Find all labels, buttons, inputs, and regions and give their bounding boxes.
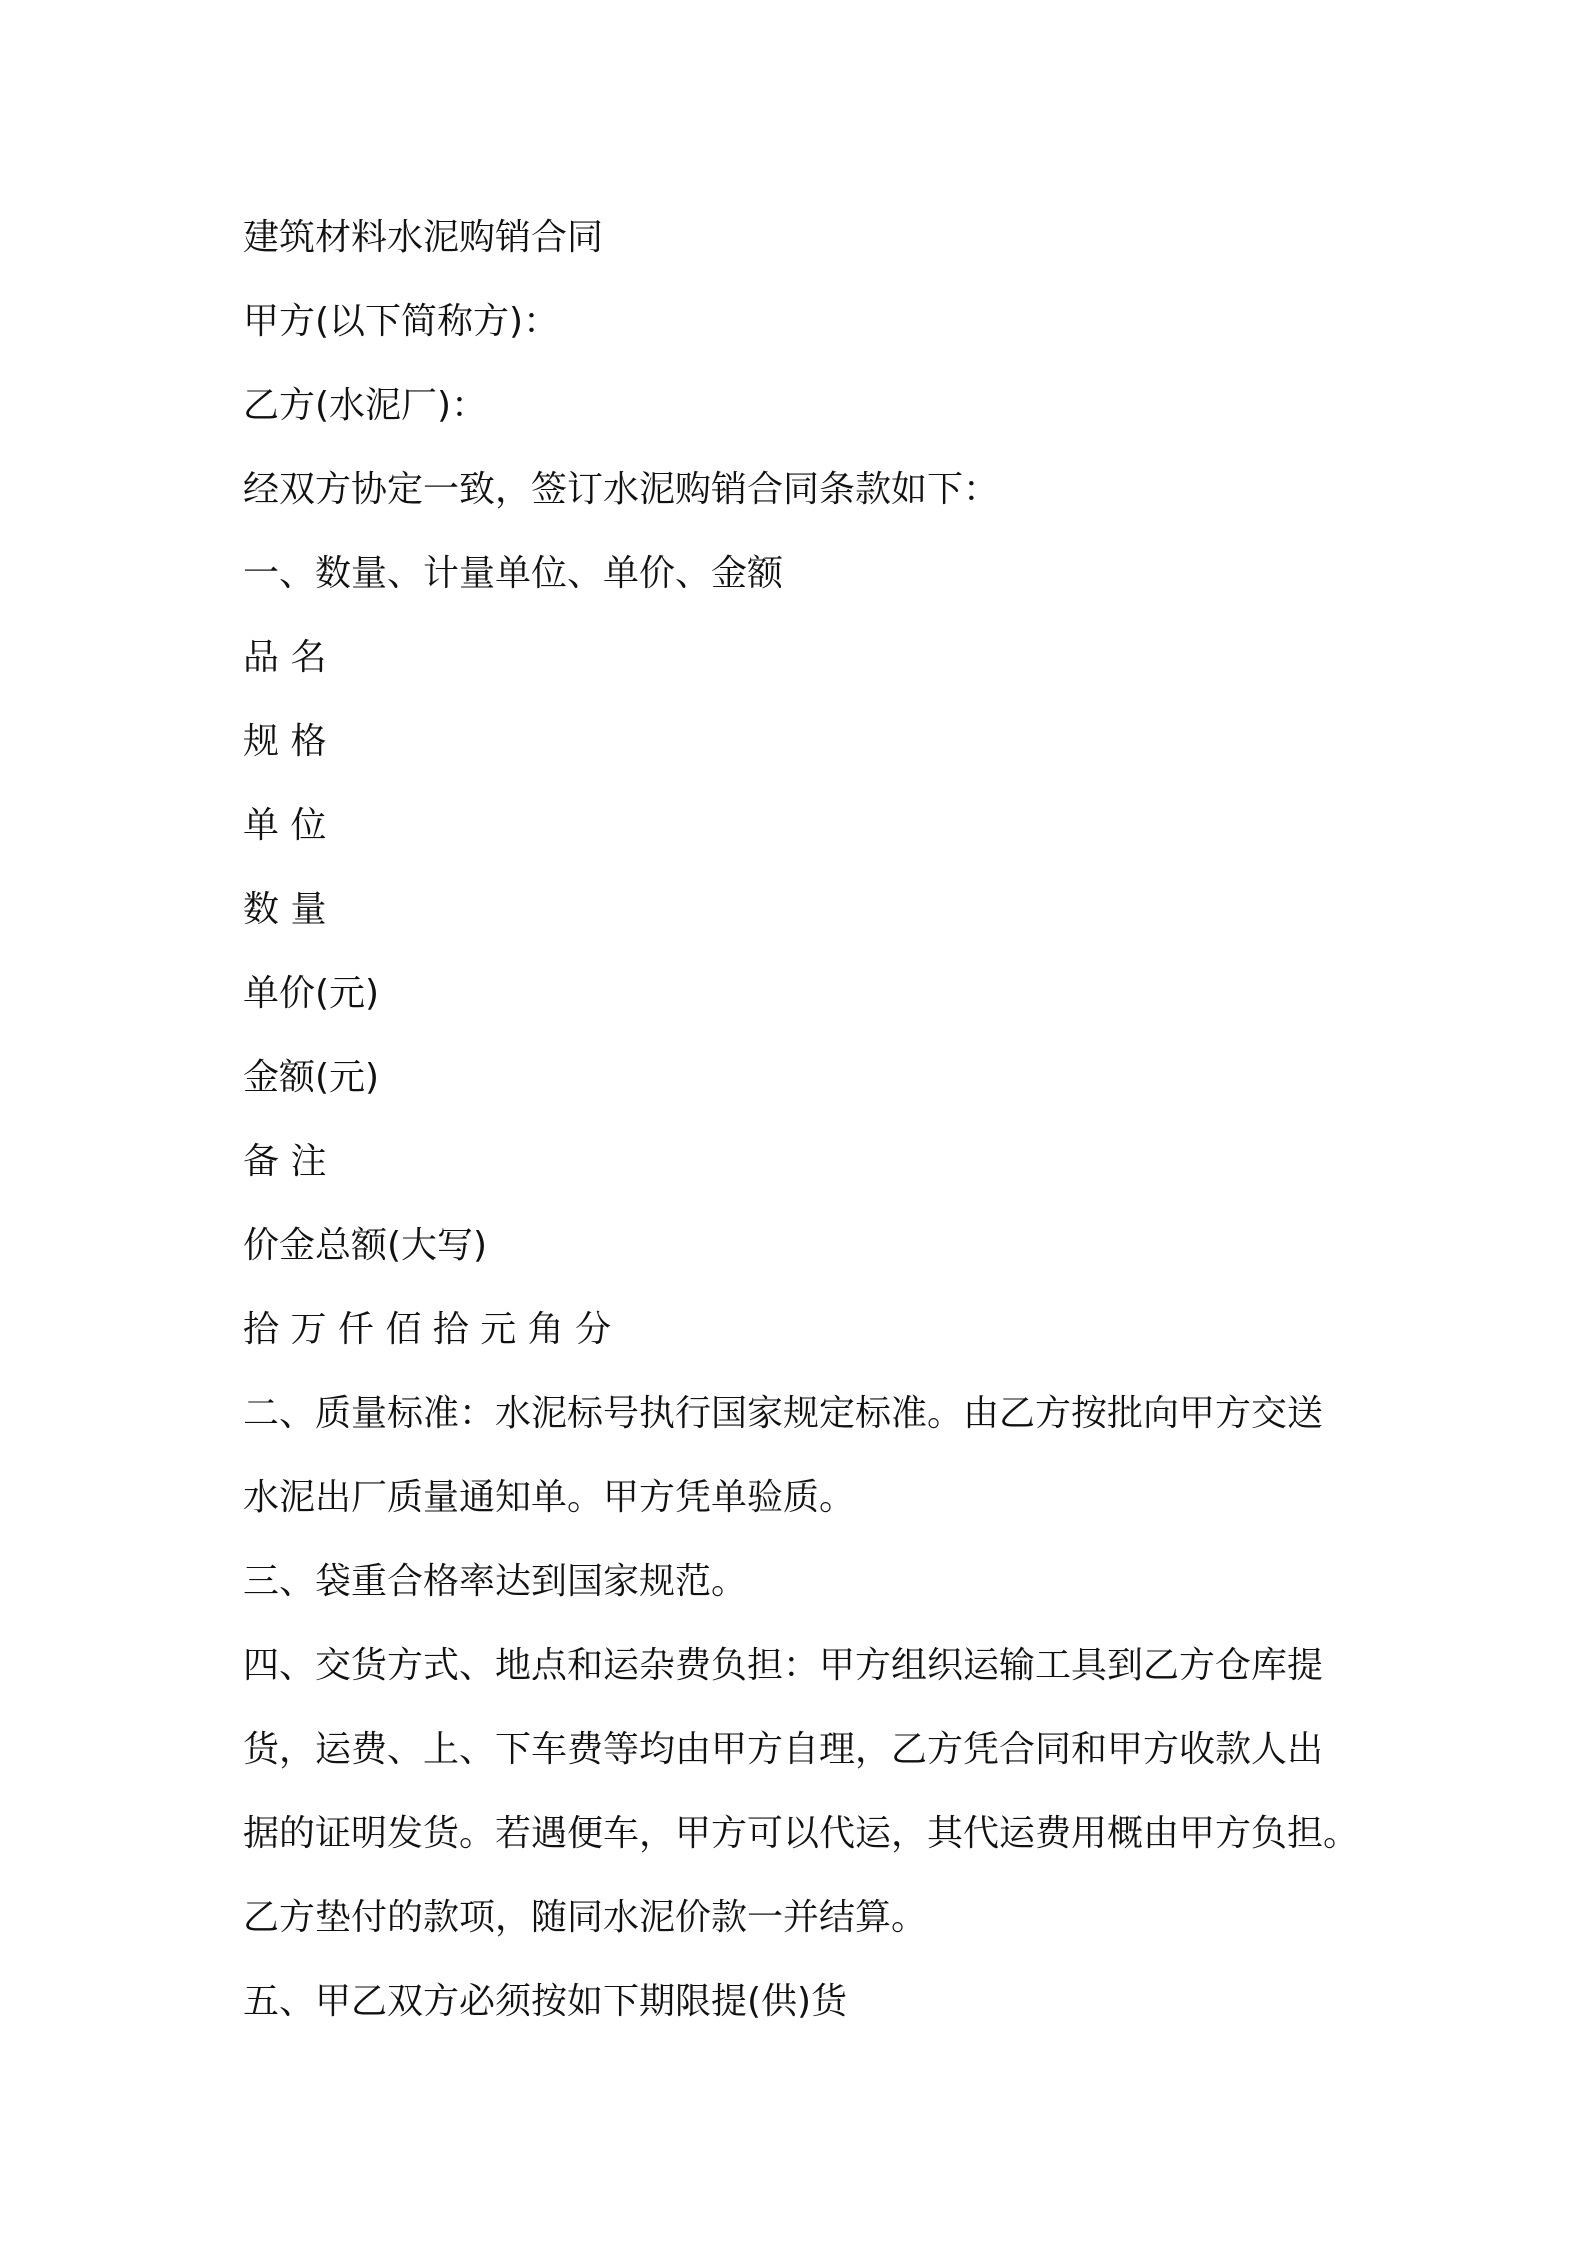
document-body bbox=[243, 196, 1363, 2044]
label-unit-price: 单价(元) bbox=[243, 973, 380, 1014]
label-total-in-words: 价金总额(大写) bbox=[243, 1225, 488, 1266]
section-5: 五、甲乙双方必须按如下期限提(供)货 bbox=[243, 1981, 848, 2022]
section-4-line-1: 四、交货方式、地点和运杂费负担：甲方组织运输工具到乙方仓库提 bbox=[243, 1645, 1324, 1686]
section-2-line-2: 水泥出厂质量通知单。甲方凭单验质。 bbox=[243, 1477, 856, 1518]
intro-paragraph: 经双方协定一致，签订水泥购销合同条款如下： bbox=[243, 469, 1000, 510]
label-remarks: 备 注 bbox=[243, 1141, 327, 1182]
party-b-line: 乙方(水泥厂)： bbox=[243, 385, 488, 426]
party-a-line: 甲方(以下简称方)： bbox=[243, 301, 560, 342]
section-2-line-1: 二、质量标准：水泥标号执行国家规定标准。由乙方按批向甲方交送 bbox=[243, 1393, 1324, 1434]
label-denominations: 拾 万 仟 佰 拾 元 角 分 bbox=[243, 1309, 612, 1350]
label-amount: 金额(元) bbox=[243, 1057, 380, 1098]
section-1-heading: 一、数量、计量单位、单价、金额 bbox=[243, 553, 784, 594]
label-product-name: 品 名 bbox=[243, 637, 327, 678]
section-4-line-4: 乙方垫付的款项，随同水泥价款一并结算。 bbox=[243, 1897, 928, 1938]
label-unit: 单 位 bbox=[243, 805, 327, 846]
document-title: 建筑材料水泥购销合同 bbox=[243, 217, 604, 258]
label-quantity: 数 量 bbox=[243, 889, 327, 930]
section-4-line-3: 据的证明发货。若遇便车，甲方可以代运，其代运费用概由甲方负担。 bbox=[243, 1813, 1360, 1854]
section-4-line-2: 货，运费、上、下车费等均由甲方自理，乙方凭合同和甲方收款人出 bbox=[243, 1729, 1324, 1770]
section-3: 三、袋重合格率达到国家规范。 bbox=[243, 1561, 748, 1602]
label-spec: 规 格 bbox=[243, 721, 327, 762]
